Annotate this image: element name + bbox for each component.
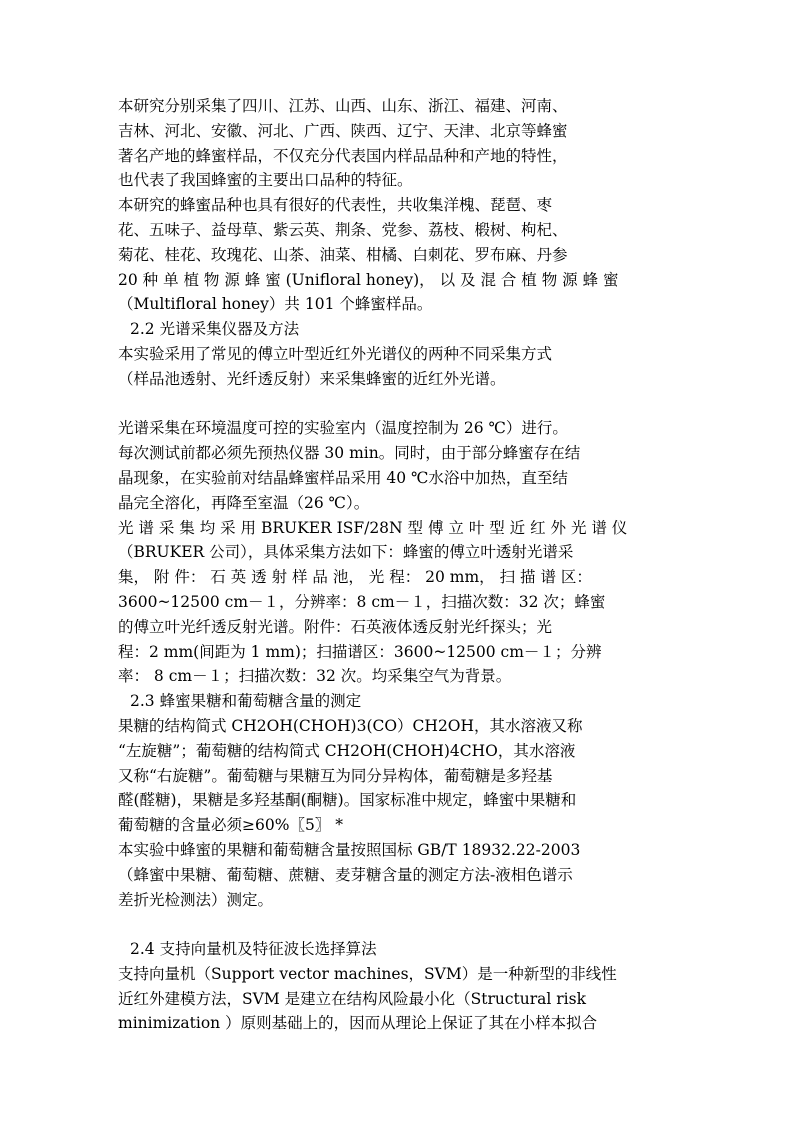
paragraph-line: 本研究分别采集了四川、江苏、山西、山东、浙江、福建、河南、 — [118, 97, 568, 115]
paragraph-line: 著名产地的蜂蜜样品，不仅充分代表国内样品品种和产地的特性， — [118, 146, 568, 165]
section-heading-2-3: 2.3 蜂蜜果糖和葡萄糖含量的测定 — [130, 692, 362, 711]
paragraph-line: 花、五味子、益母草、紫云英、荆条、党参、荔枝、椴树、枸杞、 — [118, 220, 568, 239]
paragraph-line: 近红外建模方法，SVM 是建立在结构风险最小化（Structural risk — [118, 989, 586, 1008]
section-heading-2-4: 2.4 支持向量机及特征波长选择算法 — [130, 940, 377, 959]
blank-line — [118, 392, 674, 417]
paragraph-line: “左旋糖”；葡萄糖的结构简式 CH2OH(CHOH)4CHO，其水溶液 — [118, 741, 576, 760]
paragraph-line: （Multifloral honey）共 101 个蜂蜜样品。 — [118, 295, 433, 314]
paragraph-line: 果糖的结构简式 CH2OH(CHOH)3(CO）CH2OH，其水溶液又称 — [118, 716, 583, 735]
paragraph-line: 差折光检测法）测定。 — [118, 890, 274, 909]
paragraph-line: 也代表了我国蜂蜜的主要出口品种的特征。 — [118, 171, 413, 190]
paragraph-line: 葡萄糖的含量必须≥60%〖5〗 * — [118, 816, 343, 835]
blank-line — [118, 912, 674, 937]
section-heading-2-2: 2.2 光谱采集仪器及方法 — [130, 320, 300, 339]
paragraph-line: 晶完全溶化，再降至室温（26 ℃）。 — [118, 493, 370, 512]
paragraph-line: 率： 8 cm－１；扫描次数：32 次。均采集空气为背景。 — [118, 667, 512, 686]
paragraph-line: 光 谱 采 集 均 采 用 BRUKER ISF/28N 型 傅 立 叶 型 近 红 外 光 谱 仪 — [118, 518, 628, 537]
paragraph-line: 醛(醛糖)，果糖是多羟基酮(酮糖)。国家标准中规定，蜂蜜中果糖和 — [118, 791, 577, 810]
paragraph-line: 的傅立叶光纤透反射光谱。附件：石英液体透反射光纤探头；光 — [118, 617, 553, 636]
paragraph-line: （BRUKER 公司），具体采集方法如下：蜂蜜的傅立叶透射光谱采 — [118, 543, 574, 562]
paragraph-line: 吉林、河北、安徽、河北、广西、陕西、辽宁、天津、北京等蜂蜜 — [118, 121, 568, 140]
paragraph-line: 又称“右旋糖”。葡萄糖与果糖互为同分异构体，葡萄糖是多羟基 — [118, 766, 553, 785]
paragraph-line: 程：2 mm(间距为 1 mm)；扫描谱区：3600~12500 cm－１；分辨 — [118, 642, 602, 661]
paragraph-line: 光谱采集在环境温度可控的实验室内（温度控制为 26 ℃）进行。 — [118, 419, 568, 438]
paragraph-line: 20 种 单 植 物 源 蜂 蜜 (Unifloral honey)， 以 及 混 合 植 物 源 蜂 蜜 — [118, 270, 619, 289]
paragraph-line: （样品池透射、光纤透反射）来采集蜂蜜的近红外光谱。 — [118, 369, 506, 388]
paragraph-line: 每次测试前都必须先预热仪器 30 min。同时，由于部分蜂蜜存在结 — [118, 444, 581, 463]
paragraph-line: 本研究的蜂蜜品种也具有很好的代表性，共收集洋槐、琵琶、枣 — [118, 196, 553, 215]
paragraph-line: （蜂蜜中果糖、葡萄糖、蔗糖、麦芽糖含量的测定方法-液相色谱示 — [118, 865, 573, 884]
paragraph-line: 本实验采用了常见的傅立叶型近红外光谱仪的两种不同采集方式 — [118, 344, 553, 363]
paragraph-line: 支持向量机（Support vector machines，SVM）是一种新型的非线性 — [118, 964, 617, 983]
paragraph-line: 本实验中蜂蜜的果糖和葡萄糖含量按照国标 GB/T 18932.22-2003 — [118, 840, 581, 859]
paragraph-line: 晶现象，在实验前对结晶蜂蜜样品采用 40 ℃水浴中加热，直至结 — [118, 468, 568, 487]
paragraph-line: 3600~12500 cm－１，分辨率：8 cm－１，扫描次数：32 次；蜂蜜 — [118, 592, 606, 611]
document-body — [118, 94, 674, 1036]
paragraph-line: 菊花、桂花、玫瑰花、山茶、油菜、柑橘、白刺花、罗布麻、丹参 — [118, 245, 568, 264]
paragraph-line: minimization ）原则基础上的，因而从理论上保证了其在小样本拟合 — [118, 1014, 598, 1033]
paragraph-line: 集， 附 件： 石 英 透 射 样 品 池， 光 程： 20 mm， 扫 描 谱 区： — [118, 568, 592, 587]
